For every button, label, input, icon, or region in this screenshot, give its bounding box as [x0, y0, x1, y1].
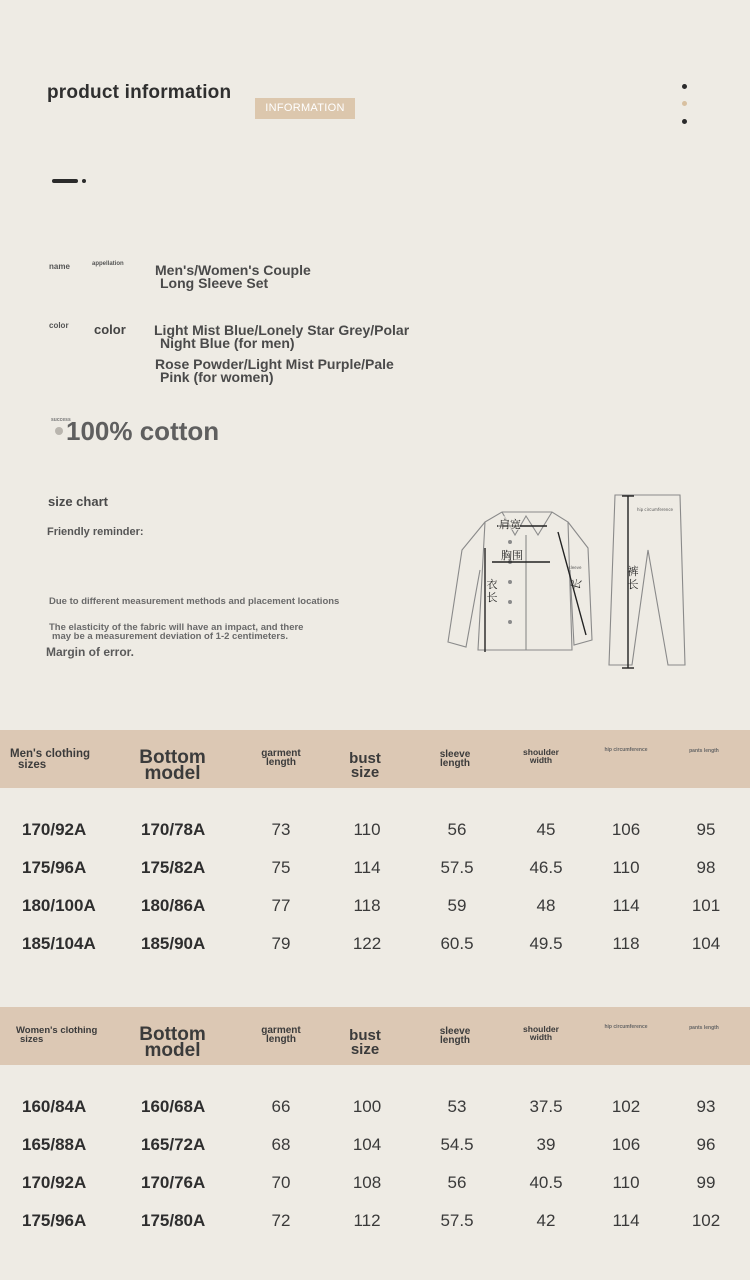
- table-cell: 54.5: [440, 1135, 474, 1154]
- diagram-sleeve-tag: sleeve: [568, 565, 582, 570]
- diagram-pants-tag: hip circumference: [636, 507, 674, 512]
- table-cell: 93: [696, 1097, 716, 1116]
- table-cell: 40.5: [529, 1173, 563, 1192]
- color-men-line2: Night Blue (for men): [160, 335, 295, 351]
- table-cell: 106: [611, 820, 641, 839]
- diagram-pants-label-1: 裤: [627, 565, 639, 578]
- color-heading: color: [94, 322, 126, 337]
- table-cell: 175/96A: [22, 1211, 87, 1230]
- col-garment-length: garment length: [261, 1025, 301, 1045]
- table-cell: 101: [691, 896, 721, 915]
- table-cell: 170/92A: [22, 1173, 87, 1192]
- elasticity-note-line1: The elasticity of the fabric will have an impact, and there: [49, 622, 304, 633]
- table-cell: 48: [536, 896, 556, 915]
- table-cell: 160/68A: [141, 1097, 206, 1116]
- table-cell: 114: [612, 896, 640, 915]
- dot-icon: [682, 101, 687, 106]
- table-cell: 118: [353, 896, 381, 915]
- divider: [52, 179, 78, 183]
- appellation-label: appellation: [92, 261, 124, 267]
- color-label: color: [49, 321, 69, 330]
- col-hip-circumference: hip circumference: [604, 747, 648, 753]
- col-pants-length: pants length: [689, 1025, 719, 1031]
- table-cell: 122: [352, 934, 382, 953]
- table-cell: 53: [447, 1097, 467, 1116]
- col-bust-size: bust size: [349, 750, 381, 781]
- col-sleeve-length: sleeve length: [439, 749, 471, 769]
- elasticity-note-line2: may be a measurement deviation of 1-2 centimeters.: [52, 631, 289, 642]
- table-cell: 56: [447, 1173, 467, 1192]
- table-cell: 175/82A: [141, 858, 206, 877]
- table-cell: 79: [271, 934, 291, 953]
- dot-icon: [682, 119, 687, 124]
- table-cell: 165/72A: [141, 1135, 206, 1154]
- table-cell: 73: [271, 820, 291, 839]
- table-cell: 42: [536, 1211, 556, 1230]
- table-cell: 106: [611, 1135, 641, 1154]
- col-hip-circumference: hip circumference: [604, 1024, 648, 1030]
- table-cell: 57.5: [440, 1211, 474, 1230]
- margin-note: Margin of error.: [46, 645, 135, 659]
- table-cell: 118: [612, 934, 640, 953]
- table-cell: 99: [696, 1173, 716, 1192]
- col-bottom: Bottom model: [139, 747, 206, 784]
- dot-icon: [682, 84, 687, 89]
- diagram-length-label-2: 长: [486, 591, 498, 604]
- table-cell: 77: [271, 896, 291, 915]
- men-table-header: [0, 730, 750, 788]
- information-tag: INFORMATION: [255, 98, 355, 119]
- table-cell: 56: [447, 820, 467, 839]
- table-cell: 110: [353, 820, 381, 839]
- table-cell: 160/84A: [22, 1097, 87, 1116]
- table-cell: 72: [271, 1211, 291, 1230]
- table-cell: 66: [271, 1097, 291, 1116]
- col-model: Men's clothing sizes: [10, 748, 91, 771]
- color-men-line1: Light Mist Blue/Lonely Star Grey/Polar: [154, 322, 410, 338]
- name-label: name: [49, 262, 70, 271]
- color-women-line2: Pink (for women): [160, 369, 274, 385]
- table-cell: 100: [352, 1097, 382, 1116]
- table-cell: 49.5: [529, 934, 563, 953]
- table-cell: 68: [271, 1135, 291, 1154]
- table-cell: 45: [536, 820, 556, 839]
- table-cell: 170/78A: [141, 820, 206, 839]
- table-cell: 46.5: [529, 858, 563, 877]
- friendly-reminder: Friendly reminder:: [47, 526, 144, 538]
- table-cell: 185/104A: [22, 934, 96, 953]
- col-shoulder-width: shoulder width: [523, 1024, 559, 1042]
- diagram-pants-label-2: 长: [627, 578, 639, 591]
- table-cell: 57.5: [440, 858, 474, 877]
- table-cell: 37.5: [529, 1097, 563, 1116]
- table-cell: 112: [353, 1211, 381, 1230]
- col-model: Women's clothing sizes: [16, 1025, 98, 1045]
- col-sleeve-length: sleeve length: [439, 1026, 471, 1046]
- dot-icon: [82, 179, 86, 183]
- diagram-sleeve-label: 长: [568, 577, 585, 592]
- product-name-line1: Men's/Women's Couple: [155, 262, 311, 278]
- table-cell: 60.5: [440, 934, 474, 953]
- table-cell: 96: [696, 1135, 716, 1154]
- table-cell: 110: [612, 1173, 640, 1192]
- diagram-length-label-1: 衣: [486, 578, 498, 591]
- table-cell: 175/96A: [22, 858, 87, 877]
- product-name-line2: Long Sleeve Set: [160, 275, 269, 291]
- table-cell: 108: [352, 1173, 382, 1192]
- table-cell: 70: [271, 1173, 291, 1192]
- table-cell: 102: [611, 1097, 641, 1116]
- col-bottom: Bottom model: [139, 1024, 206, 1061]
- measurement-note: Due to different measurement methods and placement locations: [49, 596, 340, 607]
- size-chart-title: size chart: [48, 494, 108, 509]
- size-diagram: [440, 490, 700, 675]
- color-women-line1: Rose Powder/Light Mist Purple/Pale: [155, 356, 394, 372]
- col-shoulder-width: shoulder width: [523, 747, 559, 765]
- table-cell: 104: [352, 1135, 382, 1154]
- col-bust-size: bust size: [349, 1027, 381, 1058]
- women-table-header: [0, 1007, 750, 1065]
- table-cell: 102: [691, 1211, 721, 1230]
- material-value: 100% cotton: [66, 416, 220, 446]
- table-cell: 59: [447, 896, 467, 915]
- col-garment-length: garment length: [261, 748, 301, 768]
- table-cell: 104: [691, 934, 721, 953]
- table-cell: 165/88A: [22, 1135, 87, 1154]
- table-cell: 180/100A: [22, 896, 96, 915]
- table-cell: 114: [612, 1211, 640, 1230]
- diagram-bust-label: 胸围: [501, 549, 523, 562]
- material-label: success: [51, 417, 71, 423]
- table-cell: 170/92A: [22, 820, 87, 839]
- table-cell: 185/90A: [141, 934, 206, 953]
- page-title: product information: [47, 82, 232, 103]
- table-cell: 98: [696, 858, 716, 877]
- table-cell: 175/80A: [141, 1211, 206, 1230]
- table-cell: 170/76A: [141, 1173, 206, 1192]
- table-cell: 114: [353, 858, 381, 877]
- table-cell: 75: [271, 858, 291, 877]
- table-cell: 180/86A: [141, 896, 206, 915]
- material-icon: [55, 427, 63, 435]
- diagram-shoulder-label: 肩宽: [499, 518, 521, 531]
- table-cell: 39: [536, 1135, 556, 1154]
- col-pants-length: pants length: [689, 748, 719, 754]
- table-cell: 110: [612, 858, 640, 877]
- table-cell: 95: [696, 820, 716, 839]
